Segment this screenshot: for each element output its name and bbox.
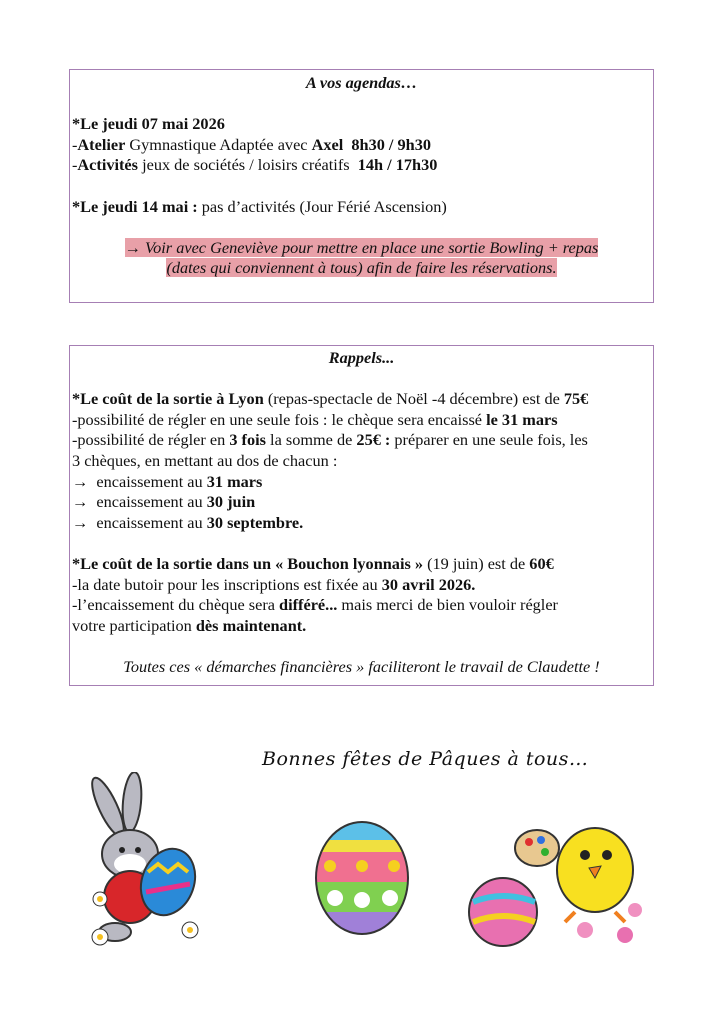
- bold-text: dès maintenant.: [195, 615, 307, 635]
- bold-text: Activités: [77, 155, 138, 175]
- text: -: [72, 155, 78, 175]
- bold-text: 60€: [529, 553, 554, 573]
- agenda-lines: [72, 114, 651, 238]
- text-line: [72, 155, 651, 176]
- text-line: [72, 430, 651, 451]
- blank-line: [72, 533, 651, 554]
- text-line: [72, 135, 651, 156]
- bold-text: 30 juin: [206, 492, 256, 512]
- text: -possibilité de régler en une seule fois : le chèque sera encaissé: [72, 409, 487, 429]
- blank-line: [72, 636, 651, 657]
- highlighted-text: (dates qui conviennent à tous) afin de faire les réservations.: [166, 258, 557, 278]
- bold-text: 30 septembre.: [206, 512, 304, 532]
- bold-text: 14h / 17h30: [357, 155, 438, 175]
- easter-bunny-illustration: [70, 772, 210, 952]
- reminders-lines: [72, 389, 651, 657]
- bold-text: *Le jeudi 14 mai :: [72, 196, 198, 216]
- bowling-note-line-1: [72, 238, 651, 259]
- blank-line: [72, 217, 651, 238]
- reminders-title: Rappels...: [328, 348, 395, 367]
- text: jeux de sociétés / loisirs créatifs: [138, 155, 358, 175]
- text-line: [72, 197, 651, 218]
- agenda-title: A vos agendas…: [305, 73, 418, 92]
- text: votre participation: [72, 615, 196, 635]
- text: (19 juin) est de: [423, 553, 530, 573]
- text-line: [72, 472, 651, 493]
- text: la somme de: [265, 430, 357, 450]
- bold-text: Atelier: [77, 134, 126, 154]
- bold-text: *Le coût de la sortie dans un « Bouchon lyonnais »: [72, 553, 424, 573]
- text: pas d’activités (Jour Férié Ascension): [197, 196, 447, 216]
- text: → encaissement au: [72, 471, 207, 491]
- text-line: [72, 616, 651, 637]
- bold-text: 31 mars: [206, 471, 263, 491]
- bold-text: différé...: [279, 595, 338, 615]
- bold-text: *Le coût de la sortie à Lyon: [72, 389, 264, 409]
- text-line: [72, 492, 651, 513]
- text-line: [72, 513, 651, 534]
- text-line: [72, 595, 651, 616]
- text-line: [72, 575, 651, 596]
- highlighted-text: → Voir avec Geneviève pour mettre en place une sortie Bowling + repas: [124, 237, 599, 257]
- text-line: [72, 410, 651, 431]
- text: → encaissement au: [72, 492, 207, 512]
- bold-text: *Le jeudi 07 mai 2026: [72, 114, 225, 134]
- easter-greeting: Bonnes fêtes de Pâques à tous…: [262, 748, 589, 770]
- text: -: [72, 134, 78, 154]
- text: 3 chèques, en mettant au dos de chacun :: [72, 450, 338, 470]
- blank-line: [72, 176, 651, 197]
- text: Gymnastique Adaptée avec: [125, 134, 312, 154]
- text: (repas-spectacle de Noël -4 décembre) est de: [263, 389, 564, 409]
- chick-painting-egg-illustration: [465, 790, 655, 950]
- text-line: [72, 114, 651, 135]
- bold-text: le 31 mars: [486, 409, 558, 429]
- text: préparer en une seule fois, les: [390, 430, 588, 450]
- bold-text: 30 avril 2026.: [381, 574, 476, 594]
- text: mais merci de bien vouloir régler: [337, 595, 558, 615]
- reminders-footer: Toutes ces « démarches financières » faciliteront le travail de Claudette !: [123, 656, 600, 676]
- agenda-box: [69, 69, 654, 303]
- text: -la date butoir pour les inscriptions est fixée au: [72, 574, 382, 594]
- text-line: [72, 554, 651, 575]
- bold-text: Axel 8h30 / 9h30: [311, 134, 432, 154]
- decorated-egg-illustration: [300, 818, 425, 938]
- bowling-note-line-2: [72, 258, 651, 279]
- bold-text: 3 fois: [229, 430, 266, 450]
- text: -l’encaissement du chèque sera: [72, 595, 280, 615]
- text: → encaissement au: [72, 512, 207, 532]
- text: -possibilité de régler en: [72, 430, 230, 450]
- text-line: [72, 451, 651, 472]
- bold-text: 75€: [563, 389, 589, 409]
- reminders-box: [69, 345, 654, 686]
- bold-text: 25€ :: [356, 430, 391, 450]
- text-line: [72, 389, 651, 410]
